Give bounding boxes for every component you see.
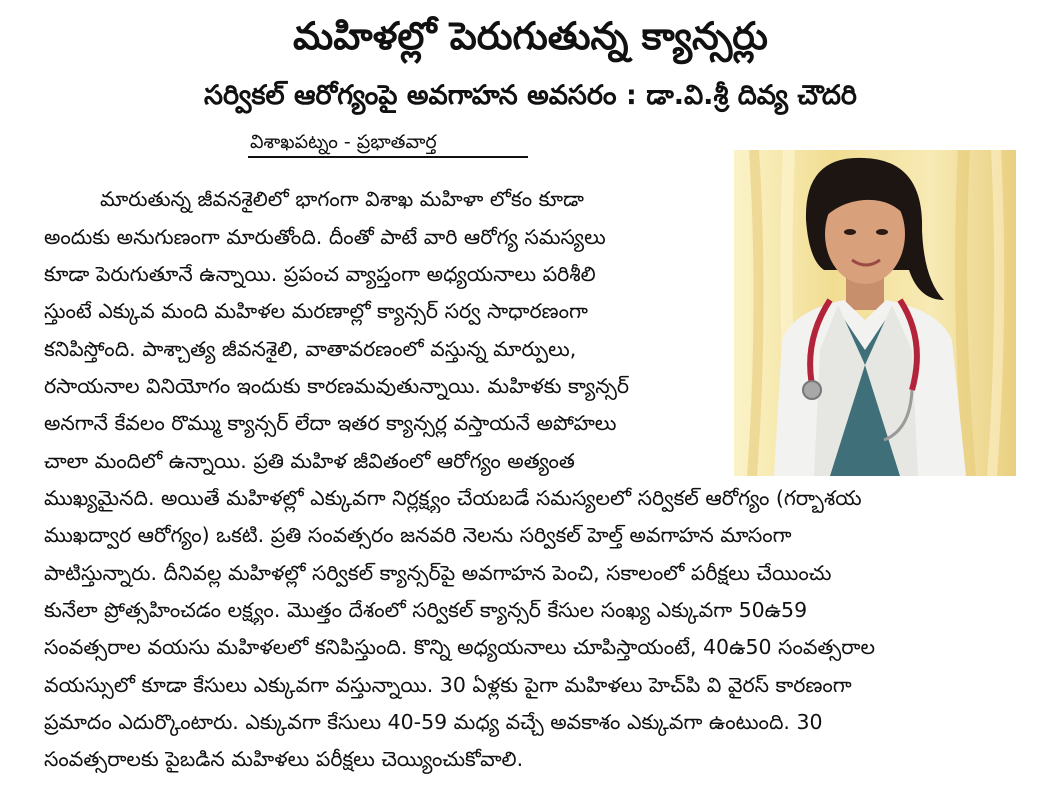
body-line: సంవత్సరాల వయసు మహిళలలో కనిపిస్తుంది. కొన్ని అధ్యయనాలు చూపిస్తాయంటే, 40ఉ50 సంవత్సరాల — [44, 635, 875, 659]
body-line: అందుకు అనుగుణంగా మారుతోంది. దీంతో పాటే వారి ఆరోగ్య సమస్యలు — [44, 225, 606, 249]
body-line: సంవత్సరాలకు పైబడిన మహిళలు పరీక్షలు చెయ్యించుకోవాలి. — [44, 747, 524, 771]
body-line: స్తుంటే ఎక్కువ మంది మహిళల మరణాల్లో క్యాన్సర్ సర్వ సాధారణంగా — [44, 299, 588, 323]
doctor-portrait-image — [734, 150, 1016, 476]
body-line: రసాయనాల వినియోగం ఇందుకు కారణమవుతున్నాయి. మహిళకు క్యాన్సర్ — [44, 374, 630, 398]
body-line: ముఖద్వార ఆరోగ్యం) ఒకటి. ప్రతి సంవత్సరం జనవరి నెలను సర్వికల్ హెల్త్ అవగాహన మాసంగా — [44, 523, 792, 547]
body-line: కనిపిస్తోంది. పాశ్చాత్య జీవనశైలి, వాతావరణంలో వస్తున్న మార్పులు, — [44, 337, 577, 361]
body-line: వయస్సులో కూడా కేసులు ఎక్కువగా వస్తున్నాయి. 30 ఏళ్లకు పైగా మహిళలు హెచ్‌పి వి వైరస్ కారణంగా — [44, 673, 852, 697]
body-line: పాటిస్తున్నారు. దీనివల్ల మహిళల్లో సర్వికల్ క్యాన్సర్‌పై అవగాహన పెంచి, సకాలంలో పరీక్షలు చేయించు — [44, 561, 832, 585]
subheadline: సర్వికల్ ఆరోగ్యంపై అవగాహన అవసరం : డా.వి.శ్రీ దివ్య చౌదరి — [204, 80, 857, 111]
body-line: చాలా మందిలో ఉన్నాయి. ప్రతి మహిళ జీవితంలో ఆరోగ్యం అత్యంత — [44, 449, 575, 473]
body-line: కునేలా ప్రోత్సహించడం లక్ష్యం. మొత్తం దేశంలో సర్వికల్ క్యాన్సర్ కేసుల సంఖ్య ఎక్కువగా 50ఉ59 — [44, 598, 808, 622]
doctor-photo — [734, 150, 1016, 476]
dateline-underline — [248, 156, 528, 158]
body-line: ముఖ్యమైనది. అయితే మహిళల్లో ఎక్కువగా నిర్లక్ష్యం చేయబడే సమస్యలలో సర్వికల్ ఆరోగ్యం (గర్భాశయ — [44, 486, 862, 510]
dateline: విశాఖపట్నం - ప్రభాతవార్త — [250, 131, 437, 153]
headline: మహిళల్లో పెరుగుతున్న క్యాన్సర్లు — [293, 14, 768, 58]
body-line: మారుతున్న జీవనశైలిలో భాగంగా విశాఖ మహిళా లోకం కూడా — [100, 187, 584, 211]
body-line: కూడా పెరుగుతూనే ఉన్నాయి. ప్రపంచ వ్యాప్తంగా అధ్యయనాలు పరిశీలి — [44, 262, 596, 286]
body-line: అనగానే కేవలం రొమ్ము క్యాన్సర్ లేదా ఇతర క్యాన్సర్ల వస్తాయనే అపోహలు — [44, 411, 617, 435]
body-line: ప్రమాదం ఎదుర్కొంటారు. ఎక్కువగా కేసులు 40-59 మధ్య వచ్చే అవకాశం ఎక్కువగా ఉంటుంది. 30 — [44, 710, 823, 734]
